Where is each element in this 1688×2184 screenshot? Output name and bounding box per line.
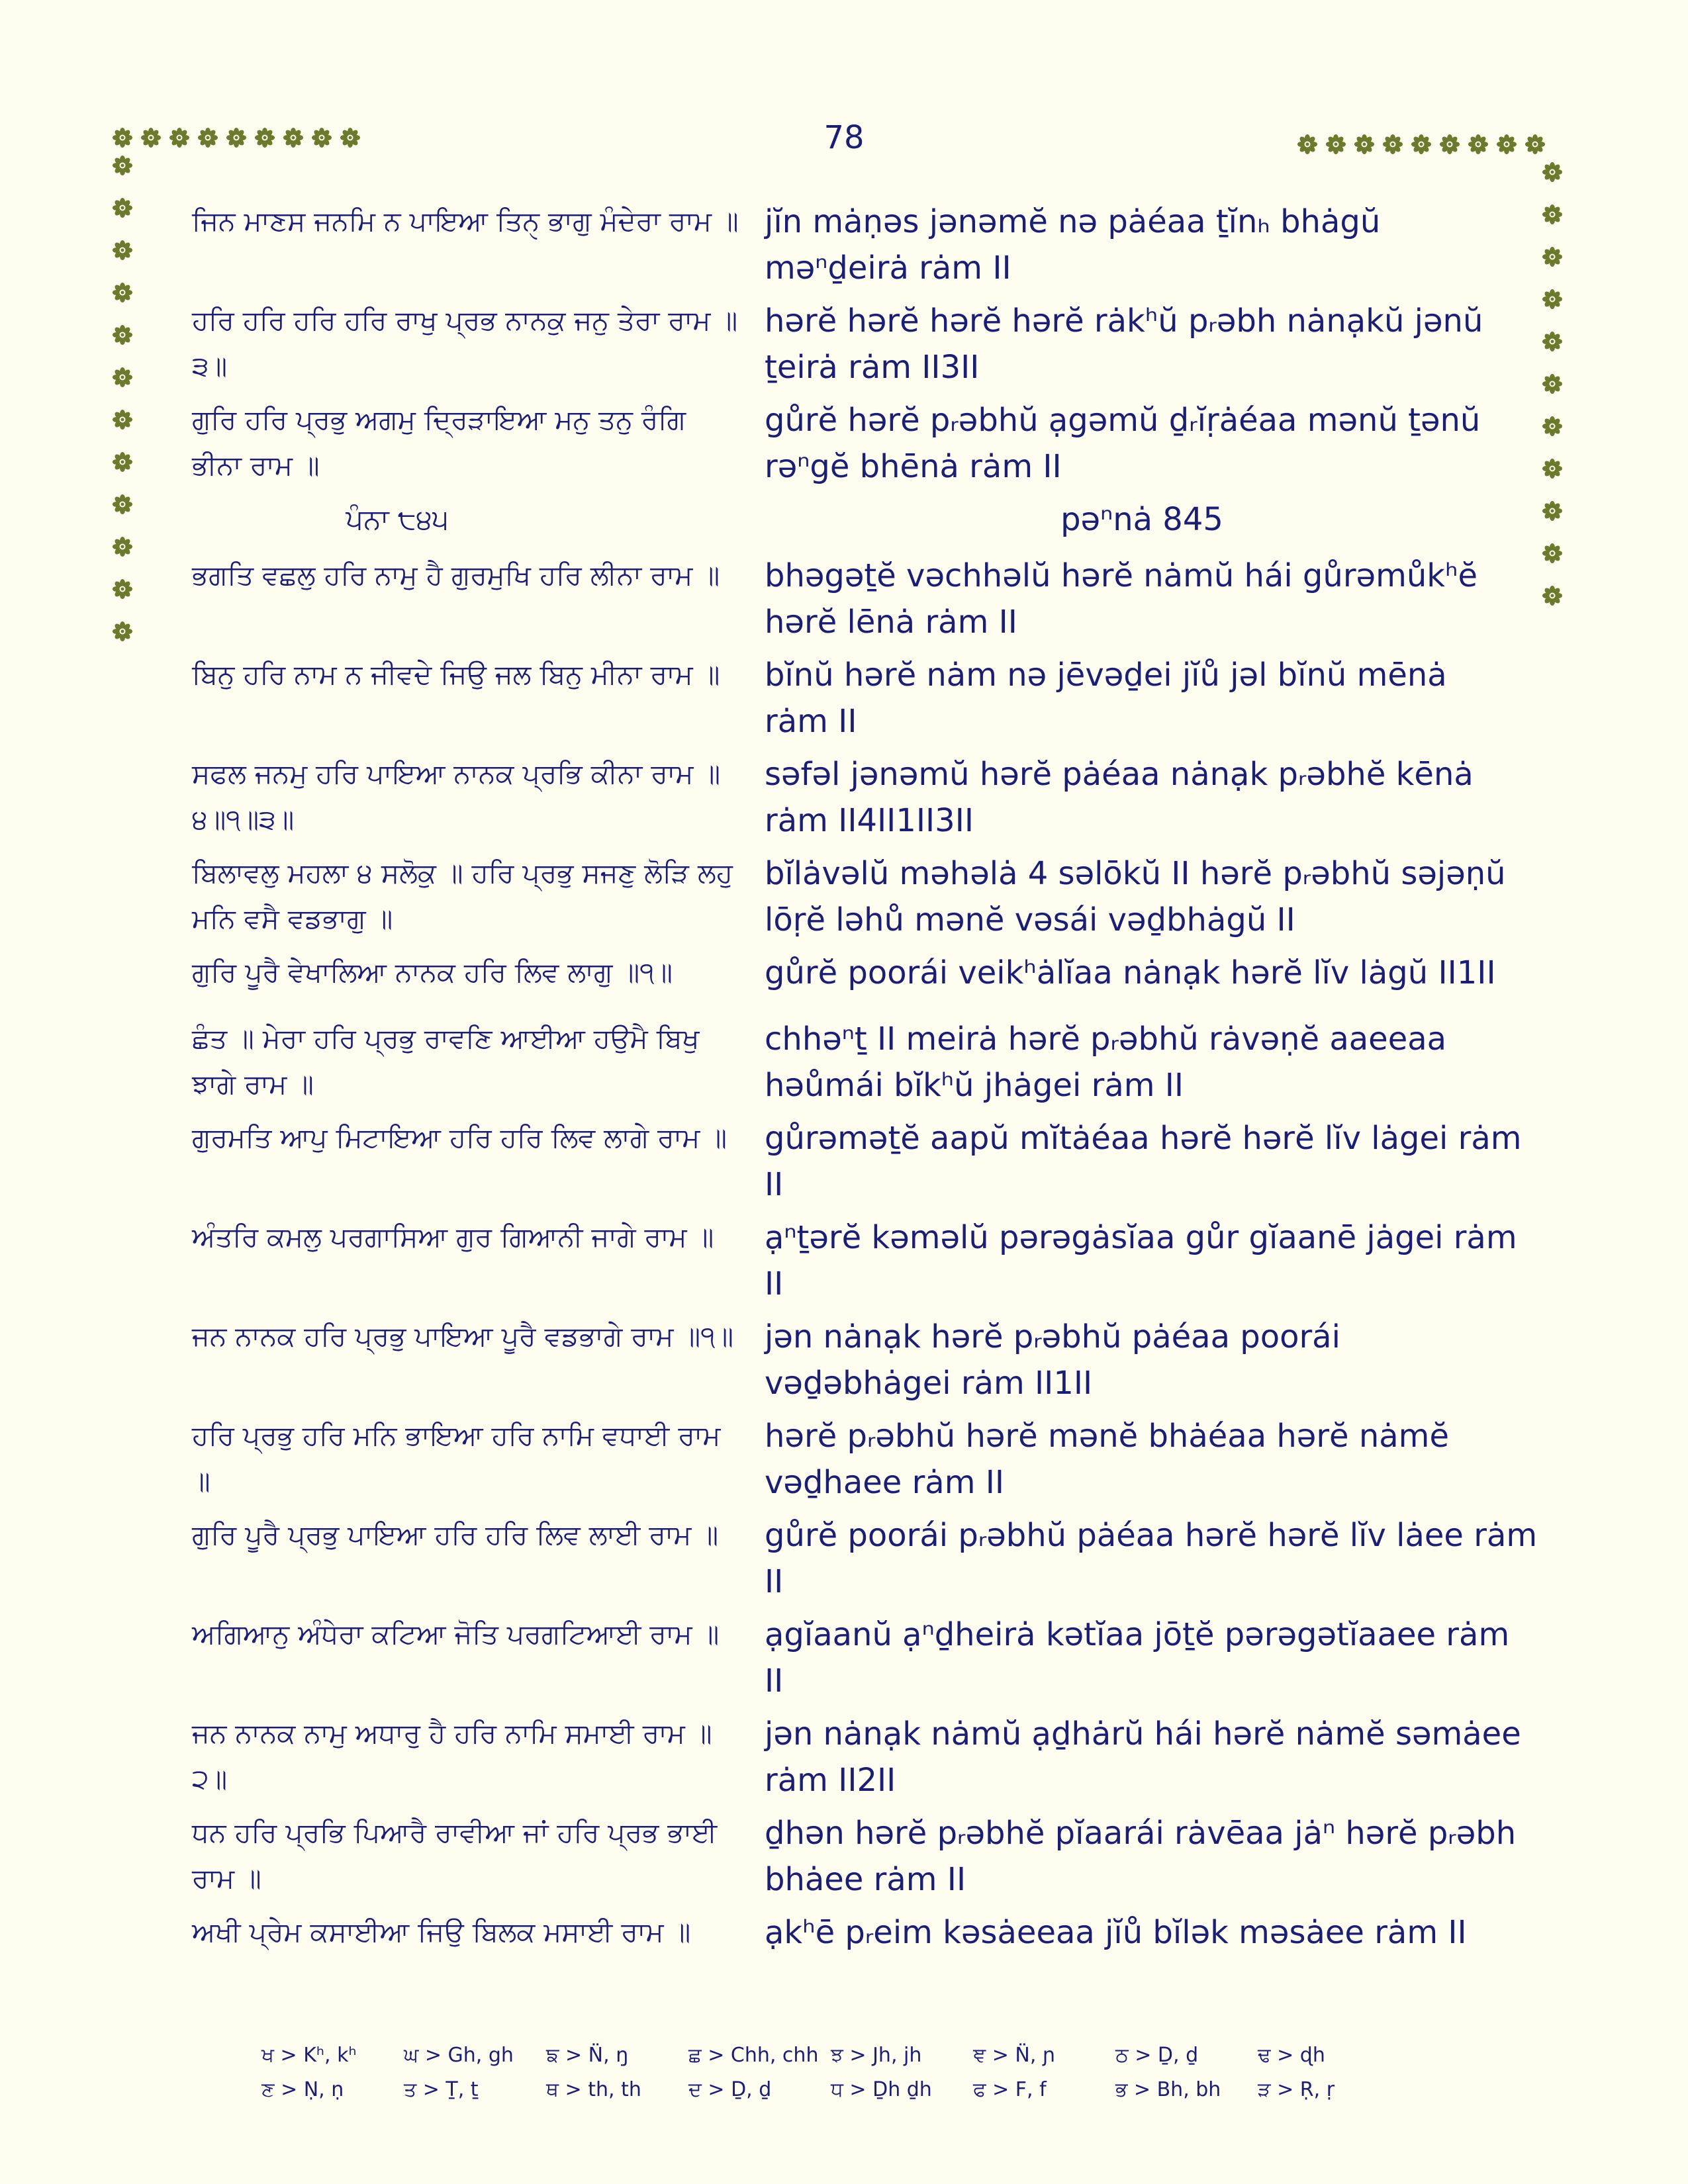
transliteration-line: bhəgəṯĕ vəchhəlŭ hərĕ nȧmŭ hái gůrəmůkʰĕ (765, 557, 1477, 594)
transliteration-line: chhəⁿṯ II meirȧ hərĕ pᵣəbhŭ rȧvəṇĕ aaeeaa (765, 1021, 1447, 1058)
legend-item: ਦ > Ḏ, ḏ (688, 2078, 772, 2101)
transliteration-line: ạⁿṯərĕ kəməlŭ pərəgȧsĭaa gůr gĭaanē jȧgei rȧm (765, 1219, 1517, 1256)
flower-ornament-icon (197, 127, 218, 148)
gurmukhi-verse: ਜਨ ਨਾਨਕ ਨਾਮੁ ਅਧਾਰੁ ਹੈ ਹਰਿ ਨਾਮਿ ਸਮਾਈ ਰਾਮ ॥੨॥ (192, 1717, 712, 1795)
transliteration-line: lōṛĕ ləhů mənĕ vəsái vəḏbhȧgŭ II (765, 901, 1295, 938)
gurmukhi-verse: ਅਗਿਆਨੁ ਅੰਧੇਰਾ ਕਟਿਆ ਜੋਤਿ ਪਰਗਟਿਆਈ ਰਾਮ ॥ (192, 1618, 720, 1650)
flower-ornament-icon (1524, 134, 1546, 155)
gurmukhi-verse: ਬਿਲਾਵਲੁ ਮਹਲਾ ੪ ਸਲੋਕੁ ॥ ਹਰਿ ਪ੍ਰਭੁ ਸਜਣੁ ਲੋੜਿ ਲਹੁ ਮਨਿ ਵਸੈ ਵਡਭਾਗੁ ॥ (192, 857, 733, 934)
transliteration-line: hərĕ lēnȧ rȧm II (765, 604, 1017, 641)
legend-item: ਛ > Chh, chh (688, 2044, 819, 2067)
gurmukhi-verse: ਛੰਤ ॥ ਮੇਰਾ ਹਰਿ ਪ੍ਰਭੁ ਰਾਵਣਿ ਆਈਆ ਹਉਮੈ ਬਿਖੁ ਝਾਗੇ ਰਾਮ ॥ (192, 1023, 700, 1100)
flower-ornament-icon (1542, 373, 1563, 394)
flower-ornament-icon (112, 621, 133, 642)
flower-ornament-icon (112, 494, 133, 515)
flower-ornament-icon (112, 367, 133, 388)
transliteration (765, 1612, 1519, 1704)
flower-ornament-icon (1542, 585, 1563, 606)
legend-item: ਫ > F, f (973, 2078, 1047, 2101)
transliteration-line: həůmái bĭkʰŭ jhȧgei rȧm II (765, 1067, 1184, 1104)
ang-marker-gurmukhi: ਪੰਨਾ ੮੪੫ (346, 503, 449, 535)
transliteration-line: bhȧee rȧm II (765, 1861, 966, 1898)
transliteration-line: bĭnŭ hərĕ nȧm nə jēvəḏei jĭů jəl bĭnŭ mēnȧ (765, 657, 1447, 694)
transliteration-line: rəⁿgĕ bhēnȧ rȧm II (765, 448, 1062, 485)
flower-ornament-icon (112, 578, 133, 600)
flower-ornament-icon (112, 409, 133, 430)
flower-ornament-icon (112, 324, 133, 345)
transliteration-line: rȧm II (765, 703, 857, 740)
flower-ornament-icon (1496, 134, 1517, 155)
transliteration-line: ạgĭaanŭ ạⁿḏheirȧ kətĭaa jōṯĕ pərəgətĭaaee rȧm (765, 1616, 1510, 1653)
legend-item: ਭ > Bh, bh (1115, 2078, 1221, 2101)
gurmukhi-verse: ਅਖੀ ਪ੍ਰੇਮ ਕਸਾਈਆ ਜਿਉ ਬਿਲਕ ਮਸਾਈ ਰਾਮ ॥ (192, 1916, 691, 1948)
legend-item: ਢ > ɖh (1258, 2044, 1325, 2067)
transliteration-line: ḏhən hərĕ pᵣəbhĕ pĭaarái rȧvēaa jȧⁿ hərĕ pᵣəbh (765, 1815, 1517, 1852)
gurmukhi-verse: ਧਨ ਹਰਿ ਪ੍ਰਭਿ ਪਿਆਰੈ ਰਾਵੀਆ ਜਾਂ ਹਰਿ ਪ੍ਰਭ ਭਾਈ ਰਾਮ ॥ (192, 1817, 718, 1894)
transliteration (765, 751, 1519, 844)
transliteration (765, 397, 1519, 490)
gurmukhi-verse: ਅੰਤਰਿ ਕਮਲੁ ਪਰਗਾਸਿਆ ਗੁਰ ਗਿਆਨੀ ਜਾਗੇ ਰਾਮ ॥ (192, 1221, 714, 1253)
legend-item: ਣ > Ṇ, ṇ (261, 2078, 344, 2101)
flower-ornament-icon (1542, 500, 1563, 522)
gurmukhi-verse: ਹਰਿ ਹਰਿ ਹਰਿ ਹਰਿ ਰਾਖੁ ਪ੍ਰਭ ਨਾਨਕੁ ਜਨੁ ਤੇਰਾ ਰਾਮ ॥੩॥ (192, 304, 738, 382)
flower-ornament-icon (1542, 204, 1563, 225)
transliteration-line: rȧm II2II (765, 1762, 896, 1799)
transliteration-line: jĭn mȧṇəs jənəmĕ nə pȧéaa ṯĭnₕ bhȧgŭ (765, 203, 1381, 240)
flower-ornament-icon (1542, 416, 1563, 437)
legend-item: ਞ > N̈, ɲ (973, 2044, 1056, 2067)
gurmukhi-verse: ਜਿਨ ਮਾਣਸ ਜਨਮਿ ਨ ਪਾਇਆ ਤਿਨੑ ਭਾਗੁ ਮੰਦੇਰਾ ਰਾਮ ॥ (192, 205, 739, 237)
flower-ornament-icon (1542, 458, 1563, 479)
transliteration (765, 1214, 1519, 1307)
flower-ornament-icon (1468, 134, 1489, 155)
flower-ornament-icon (340, 127, 361, 148)
ang-marker-translit: pəⁿnȧ 845 (1060, 501, 1223, 538)
flower-ornament-icon (1439, 134, 1460, 155)
flower-ornament-icon (112, 451, 133, 473)
transliteration-line: jən nȧnạk nȧmŭ ạḏhȧrŭ hái hərĕ nȧmĕ səmȧee (765, 1715, 1521, 1752)
gurmukhi-verse: ਜਨ ਨਾਨਕ ਹਰਿ ਪ੍ਰਭੁ ਪਾਇਆ ਪੂਰੈ ਵਡਭਾਗੇ ਰਾਮ ॥੧॥ (192, 1320, 734, 1352)
transliteration (765, 1016, 1519, 1109)
transliteration-line: hərĕ pᵣəbhŭ hərĕ mənĕ bhȧéaa hərĕ nȧmĕ (765, 1418, 1449, 1455)
transliteration (765, 1115, 1522, 1208)
legend-item: ਖ > Kʰ, kʰ (261, 2044, 357, 2067)
transliteration-line: gůrĕ poorái pᵣəbhŭ pȧéaa hərĕ hərĕ lĭv lȧee rȧm (765, 1517, 1538, 1554)
transliteration-line: ạkʰē pᵣeim kəsȧeeaa jĭů bĭlək məsȧee rȧm II (765, 1914, 1467, 1951)
transliteration-line: gůrəməṯĕ aapŭ mĭtȧéaa hərĕ hərĕ lĭv lȧgei rȧm (765, 1120, 1522, 1157)
transliteration (765, 850, 1519, 943)
transliteration (765, 298, 1519, 390)
transliteration-legend (261, 2038, 1453, 2107)
transliteration-line: ṯeirȧ rȧm II3II (765, 349, 980, 386)
transliteration-line: məⁿḏeirȧ rȧm II (765, 250, 1011, 287)
transliteration (765, 652, 1519, 745)
transliteration-line: bĭlȧvəlŭ məhəlȧ 4 səlōkŭ II hərĕ pᵣəbhŭ səjəṇŭ (765, 855, 1506, 892)
transliteration-line: vəḏhaee rȧm II (765, 1464, 1005, 1501)
gurmukhi-verse: ਗੁਰਿ ਪੂਰੈ ਵੇਖਾਲਿਆ ਨਾਨਕ ਹਰਿ ਲਿਵ ਲਾਗੁ ॥੧॥ (192, 956, 673, 988)
flower-ornament-icon (283, 127, 304, 148)
transliteration-line: gůrĕ poorái veikʰȧlĭaa nȧnạk hərĕ lĭv lȧgŭ II1II (765, 954, 1496, 991)
flower-ornament-icon (1297, 134, 1318, 155)
flower-ornament-icon (169, 127, 190, 148)
flower-ornament-icon (1542, 161, 1563, 183)
flower-ornament-icon (1542, 331, 1563, 352)
legend-item: ੜ > Ṛ, ṛ (1258, 2078, 1335, 2101)
legend-item: ਠ > Ḏ, ḏ (1115, 2044, 1199, 2067)
flower-ornament-icon (112, 127, 133, 148)
gurmukhi-verse: ਗੁਰਮਤਿ ਆਪੁ ਮਿਟਾਇਆ ਹਰਿ ਹਰਿ ਲਿਵ ਲਾਗੇ ਰਾਮ ॥ (192, 1122, 727, 1154)
transliteration (765, 1512, 1538, 1605)
legend-item: ਧ > Ḏh ḏh (831, 2078, 932, 2101)
legend-item: ਙ > N̈, ŋ (546, 2044, 629, 2067)
flower-ornament-icon (1382, 134, 1403, 155)
page-number: 78 (823, 119, 865, 156)
legend-row-1 (261, 2038, 1453, 2073)
gurmukhi-verse: ਗੁਰਿ ਪੂਰੈ ਪ੍ਰਭੁ ਪਾਇਆ ਹਰਿ ਹਰਿ ਲਿਵ ਲਾਈ ਰਾਮ ॥ (192, 1519, 719, 1551)
flower-ornament-icon (112, 282, 133, 303)
legend-item: ਤ > Ṯ, ṯ (404, 2078, 479, 2101)
gurmukhi-verse: ਬਿਨੁ ਹਰਿ ਨਾਮ ਨ ਜੀਵਦੇ ਜਿਉ ਜਲ ਬਿਨੁ ਮੀਨਾ ਰਾਮ ॥ (192, 659, 720, 690)
flower-ornament-icon (112, 240, 133, 261)
transliteration-line: II (765, 1662, 784, 1700)
transliteration-line: II (765, 1563, 784, 1600)
legend-row-2 (261, 2073, 1453, 2107)
legend-item: ਝ > Jh, jh (831, 2044, 922, 2067)
legend-item: ਘ > Gh, gh (404, 2044, 514, 2067)
flower-ornament-icon (1354, 134, 1375, 155)
transliteration-line: gůrĕ hərĕ pᵣəbhŭ ạgəmŭ ḏᵣĭṛȧéaa mənŭ ṯənŭ (765, 402, 1481, 439)
transliteration (765, 1314, 1519, 1406)
flower-ornament-icon (112, 197, 133, 218)
transliteration (765, 950, 1519, 996)
transliteration (765, 553, 1519, 645)
transliteration (765, 1909, 1519, 1956)
transliteration-line: jən nȧnạk hərĕ pᵣəbhŭ pȧéaa poorái (765, 1318, 1340, 1355)
gurmukhi-verse: ਸਫਲ ਜਨਮੁ ਹਰਿ ਪਾਇਆ ਨਾਨਕ ਪ੍ਰਭਿ ਕੀਨਾ ਰਾਮ ॥੪॥੧॥੩॥ (192, 758, 721, 835)
flower-ornament-icon (1542, 289, 1563, 310)
gurmukhi-verse: ਹਰਿ ਪ੍ਰਭੁ ਹਰਿ ਮਨਿ ਭਾਇਆ ਹਰਿ ਨਾਮਿ ਵਧਾਈ ਰਾਮ ॥ (192, 1420, 721, 1497)
gurmukhi-verse: ਭਗਤਿ ਵਛਲੁ ਹਰਿ ਨਾਮੁ ਹੈ ਗੁਰਮੁਖਿ ਹਰਿ ਲੀਨਾ ਰਾਮ ॥ (192, 559, 720, 591)
flower-ornament-icon (226, 127, 247, 148)
transliteration-line: hərĕ hərĕ hərĕ hərĕ rȧkʰŭ pᵣəbh nȧnạkŭ jənŭ (765, 302, 1483, 340)
flower-ornament-icon (254, 127, 275, 148)
transliteration-line: II (765, 1166, 784, 1203)
flower-ornament-icon (1542, 543, 1563, 564)
transliteration-line: səfəl jənəmŭ hərĕ pȧéaa nȧnạk pᵣəbhĕ kēnȧ (765, 756, 1474, 793)
transliteration (765, 199, 1519, 291)
legend-item: ਥ > th, th (546, 2078, 641, 2101)
flower-ornament-icon (311, 127, 332, 148)
transliteration-line: rȧm II4II1II3II (765, 802, 974, 839)
transliteration (765, 1711, 1519, 1803)
flower-ornament-icon (1542, 246, 1563, 267)
flower-ornament-icon (1325, 134, 1346, 155)
transliteration (765, 1810, 1519, 1903)
transliteration-line: vəḏəbhȧgei rȧm II1II (765, 1365, 1093, 1402)
transliteration (765, 1413, 1519, 1506)
gurmukhi-verse: ਗੁਰਿ ਹਰਿ ਪ੍ਰਭੁ ਅਗਮੁ ਦ੍ਰਿੜਾਇਆ ਮਨੁ ਤਨੁ ਰੰਗਿ ਭੀਨਾ ਰਾਮ ॥ (192, 404, 686, 481)
transliteration-line: II (765, 1265, 784, 1302)
flower-ornament-icon (112, 536, 133, 557)
flower-ornament-icon (1411, 134, 1432, 155)
flower-ornament-icon (140, 127, 162, 148)
flower-ornament-icon (112, 155, 133, 176)
